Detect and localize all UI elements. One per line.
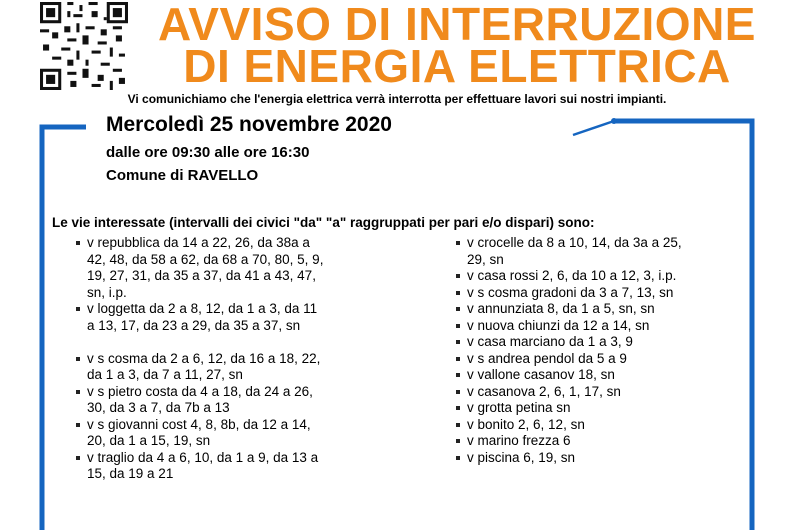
street-item: v traglio da 4 a 6, 10, da 1 a 9, da 13 a 15, da 19 a 21	[72, 450, 392, 483]
street-item: v s cosma da 2 a 6, 12, da 16 a 18, 22, da 1 a 3, da 7 a 11, 27, sn	[72, 351, 392, 384]
street-item: v casa rossi 2, 6, da 10 a 12, 3, i.p.	[452, 268, 752, 285]
street-item: v s andrea pendol da 5 a 9	[452, 351, 752, 368]
notice-subtitle: Vi comunichiamo che l'energia elettrica verrà interrotta per effettuare lavori sui nostri impianti.	[127, 92, 667, 106]
outage-date: Mercoledì 25 novembre 2020	[106, 113, 392, 136]
street-item: v bonito 2, 6, 12, sn	[452, 417, 752, 434]
street-item: v casa marciano da 1 a 3, 9	[452, 334, 752, 351]
notice-title-line2: DI ENERGIA ELETTRICA	[183, 40, 731, 92]
street-item: v loggetta da 2 a 8, 12, da 1 a 3, da 11 a 13, 17, da 23 a 29, da 35 a 37, sn	[72, 301, 392, 334]
street-item: v marino frezza 6	[452, 433, 752, 450]
street-item: v s pietro costa da 4 a 18, da 24 a 26, 30, da 3 a 7, da 7b a 13	[72, 384, 392, 417]
street-item: v grotta petina sn	[452, 400, 752, 417]
street-item: v casanova 2, 6, 1, 17, sn	[452, 384, 752, 401]
street-list-right	[452, 235, 752, 466]
street-item: v s giovanni cost 4, 8, 8b, da 12 a 14, 20, da 1 a 15, 19, sn	[72, 417, 392, 450]
streets-intro: Le vie interessate (intervalli dei civici "da" "a" raggruppati per pari e/o dispari) sono:	[52, 215, 595, 230]
qr-code-icon	[40, 2, 128, 90]
street-item: v piscina 6, 19, sn	[452, 450, 752, 467]
street-item: v crocelle da 8 a 10, 14, da 3a a 25, 29, sn	[452, 235, 752, 268]
street-list-left	[72, 235, 392, 483]
street-item: v annunziata 8, da 1 a 5, sn, sn	[452, 301, 752, 318]
outage-hours: dalle ore 09:30 alle ore 16:30	[106, 144, 310, 161]
outage-municipality: Comune di RAVELLO	[106, 167, 259, 184]
street-item: v s cosma gradoni da 3 a 7, 13, sn	[452, 285, 752, 302]
street-item: v repubblica da 14 a 22, 26, da 38a a 42, 48, da 58 a 62, da 68 a 70, 80, 5, 9, 19, 27, 31, da 35 a 37, da 41 a 43, 47, sn, i.p.	[72, 235, 392, 301]
street-item: v vallone casanov 18, sn	[452, 367, 752, 384]
street-item: v nuova chiunzi da 12 a 14, sn	[452, 318, 752, 335]
notice-title-line1: AVVISO DI INTERRUZIONE	[158, 0, 756, 50]
